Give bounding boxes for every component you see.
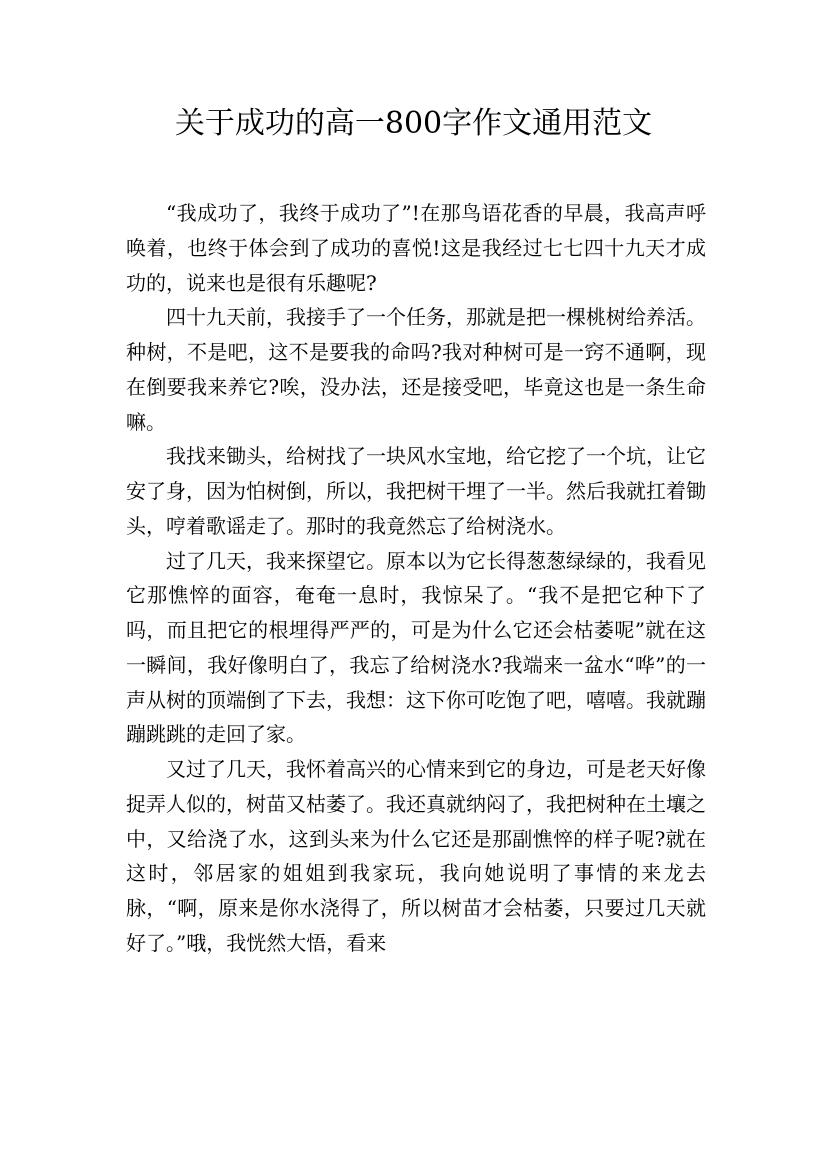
document-body	[126, 196, 706, 961]
paragraph-5: 又过了几天，我怀着高兴的心情来到它的身边，可是老天好像捉弄人似的，树苗又枯萎了。我还真就纳闷了，我把树种在土壤之中，又给浇了水，这到头来为什么它还是那副憔悴的样子呢?就在这时，邻居家的姐姐到我家玩，我向她说明了事情的来龙去脉，“啊，原来是你水浇得了，所以树苗才会枯萎，只要过几天就好了。”哦，我恍然大悟，看来	[126, 757, 706, 955]
document-title: 关于成功的高一800字作文通用范文	[174, 106, 653, 141]
paragraph-3: 我找来锄头，给树找了一块风水宝地，给它挖了一个坑，让它安了身，因为怕树倒，所以，我把树干埋了一半。然后我就扛着锄头，哼着歌谣走了。那时的我竟然忘了给树浇水。	[126, 444, 706, 538]
paragraph-2: 四十九天前，我接手了一个任务，那就是把一棵桃树给养活。种树，不是吧，这不是要我的命吗?我对种树可是一窍不通啊，现在倒要我来养它?唉，没办法，还是接受吧，毕竟这也是一条生命嘛。	[126, 305, 706, 434]
paragraph-1: “我成功了，我终于成功了”!在那鸟语花香的早晨，我高声呼唤着，也终于体会到了成功的喜悦!这是我经过七七四十九天才成功的，说来也是很有乐趣呢?	[126, 201, 706, 295]
paragraph-4: 过了几天，我来探望它。原本以为它长得葱葱绿绿的，我看见它那憔悴的面容，奄奄一息时，我惊呆了。“我不是把它种下了吗，而且把它的根埋得严严的，可是为什么它还会枯萎呢”就在这一瞬间，我好像明白了，我忘了给树浇水?我端来一盆水“哗”的一声从树的顶端倒了下去，我想：这下你可吃饱了吧，嘻嘻。我就蹦蹦跳跳的走回了家。	[126, 548, 706, 747]
